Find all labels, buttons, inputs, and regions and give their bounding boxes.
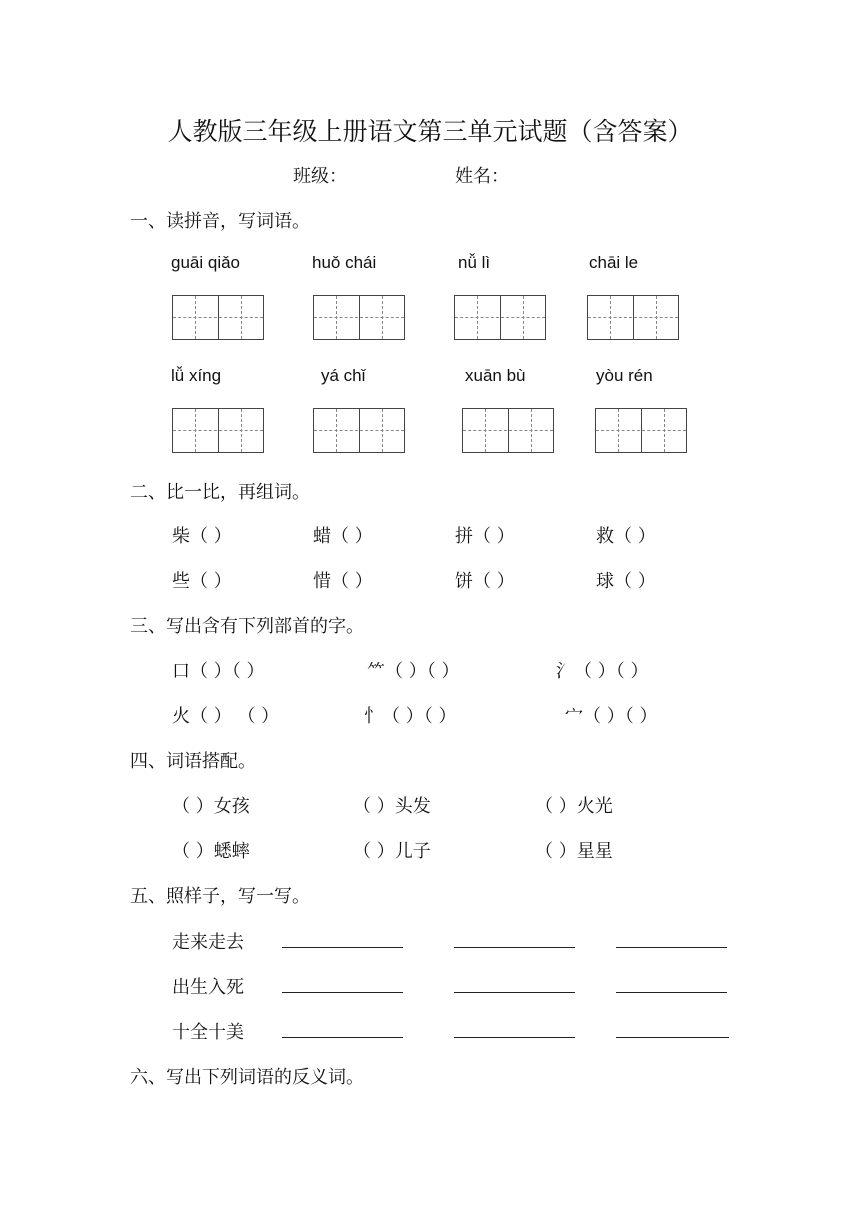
imitate-example: 走来走去: [172, 932, 244, 953]
answer-line[interactable]: [282, 1037, 403, 1038]
radical-item: 口（ ）（ ）: [172, 661, 265, 682]
compare-item: 些（ ）: [172, 571, 232, 592]
section-1-heading: 一、读拼音，写词语。: [130, 211, 310, 232]
imitate-example: 十全十美: [172, 1022, 244, 1043]
pinyin-1: guāi qiǎo: [171, 253, 241, 272]
section-4-heading: 四、词语搭配。: [130, 751, 256, 772]
compare-item: 救（ ）: [596, 526, 656, 547]
writing-grid[interactable]: [595, 408, 687, 453]
pinyin-7: xuān bù: [465, 366, 526, 385]
compare-item: 饼（ ）: [455, 571, 515, 592]
section-5-heading: 五、照样子，写一写。: [130, 886, 310, 907]
writing-grid[interactable]: [313, 295, 405, 340]
radical-item: 火（ ） （ ）: [172, 706, 280, 727]
writing-grid[interactable]: [454, 295, 546, 340]
compare-item: 球（ ）: [596, 571, 656, 592]
pinyin-3: nǚ lì: [458, 253, 491, 272]
pinyin-6: yá chǐ: [321, 366, 366, 385]
writing-grid[interactable]: [172, 408, 264, 453]
answer-line[interactable]: [616, 1037, 729, 1038]
pinyin-8: yòu rén: [596, 366, 653, 385]
match-item: （ ）女孩: [172, 796, 250, 817]
match-item: （ ）儿子: [353, 841, 431, 862]
radical-item: ⺮（ ）（ ）: [367, 661, 460, 682]
answer-line[interactable]: [616, 992, 727, 993]
section-2-heading: 二、比一比，再组词。: [130, 482, 310, 503]
compare-item: 惜（ ）: [313, 571, 373, 592]
writing-grid[interactable]: [313, 408, 405, 453]
answer-line[interactable]: [282, 947, 403, 948]
section-6-heading: 六、写出下列词语的反义词。: [130, 1067, 364, 1088]
pinyin-2: huǒ chái: [312, 253, 377, 272]
name-label: 姓名：: [455, 166, 509, 187]
compare-item: 蜡（ ）: [313, 526, 373, 547]
match-item: （ ）星星: [535, 841, 613, 862]
section-3-heading: 三、写出含有下列部首的字。: [130, 616, 364, 637]
match-item: （ ）头发: [353, 796, 431, 817]
answer-line[interactable]: [454, 1037, 575, 1038]
writing-grid[interactable]: [172, 295, 264, 340]
match-item: （ ）火光: [535, 796, 613, 817]
answer-line[interactable]: [454, 992, 575, 993]
pinyin-4: chāi le: [589, 253, 639, 272]
compare-item: 柴（ ）: [172, 526, 232, 547]
radical-item: 忄（ ）（ ）: [364, 706, 457, 727]
radical-item: 氵（ ）（ ）: [556, 661, 649, 682]
answer-line[interactable]: [616, 947, 727, 948]
writing-grid[interactable]: [587, 295, 679, 340]
match-item: （ ）蟋蟀: [172, 841, 250, 862]
pinyin-5: lǚ xíng: [171, 366, 222, 385]
radical-item: 宀（ ）（ ）: [565, 706, 658, 727]
class-label: 班级：: [293, 166, 347, 187]
compare-item: 拼（ ）: [455, 526, 515, 547]
answer-line[interactable]: [454, 947, 575, 948]
answer-line[interactable]: [282, 992, 403, 993]
writing-grid[interactable]: [462, 408, 554, 453]
page-title: 人教版三年级上册语文第三单元试题（含答案）: [167, 117, 693, 146]
imitate-example: 出生入死: [172, 977, 244, 998]
